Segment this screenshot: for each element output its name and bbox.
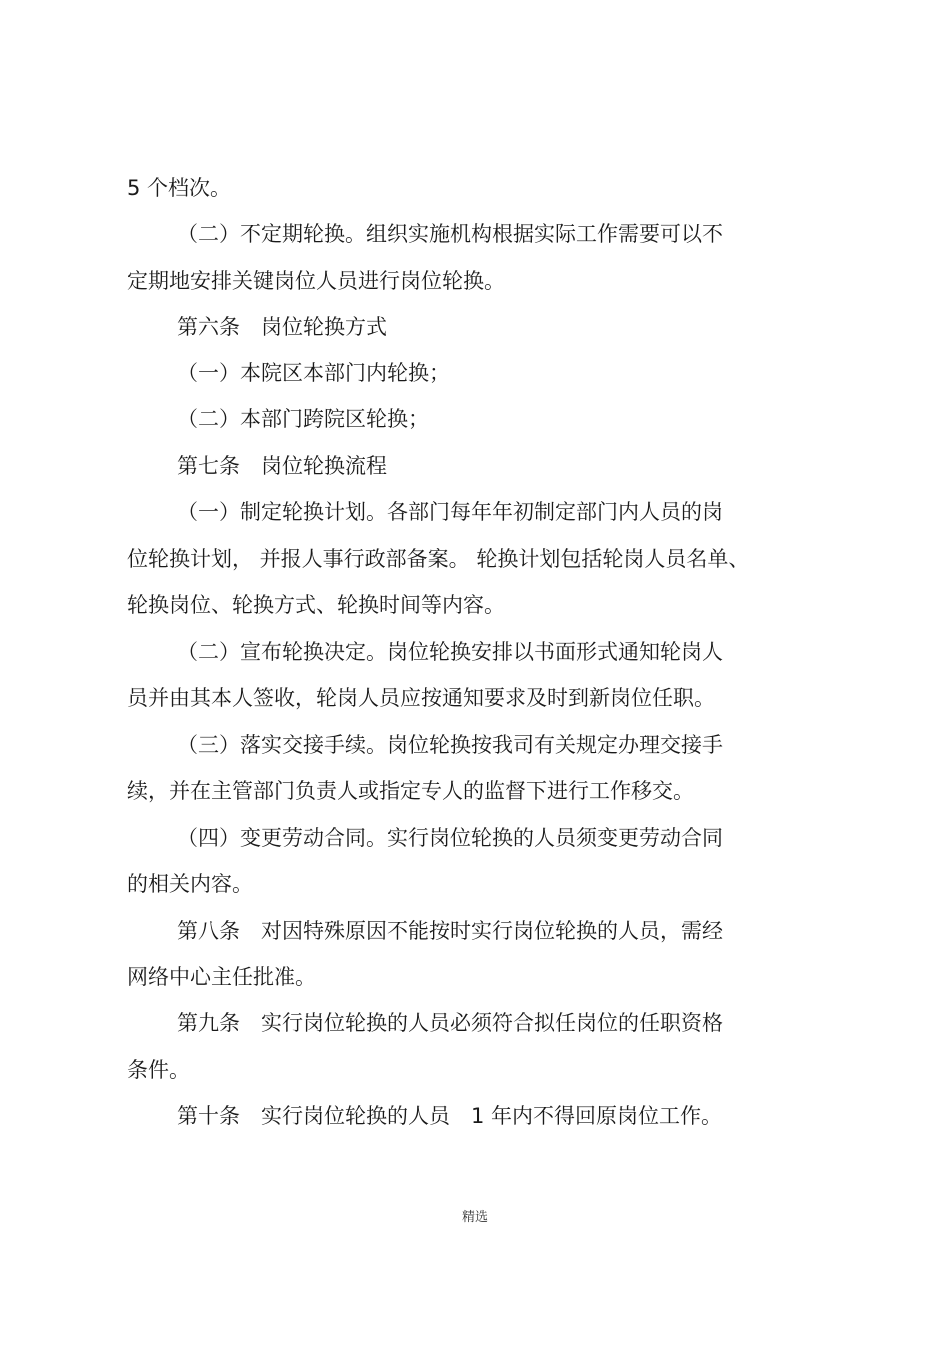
text-line: 续，并在主管部门负责人或指定专人的监督下进行工作移交。 xyxy=(127,779,694,803)
text-line: 的相关内容。 xyxy=(127,872,253,896)
text-line: 条件。 xyxy=(127,1058,190,1082)
article-heading: 第九条 实行岗位轮换的人员必须符合拟任岗位的任职资格 xyxy=(177,1011,723,1035)
text-line: （二）宣布轮换决定。岗位轮换安排以书面形式通知轮岗人 xyxy=(177,640,723,664)
text-line: （三）落实交接手续。岗位轮换按我司有关规定办理交接手 xyxy=(177,733,723,757)
text-line: （二）本部门跨院区轮换； xyxy=(177,407,429,431)
text-line: 位轮换计划， 并报人事行政部备案。 轮换计划包括轮岗人员名单、 xyxy=(127,547,750,571)
article-heading: 第六条 岗位轮换方式 xyxy=(177,315,387,339)
article-heading: 第十条 实行岗位轮换的人员 1 年内不得回原岗位工作。 xyxy=(177,1104,723,1128)
page-footer-label: 精选 xyxy=(461,1210,488,1225)
text-line: 5 个档次。 xyxy=(127,176,232,200)
text-line: 网络中心主任批准。 xyxy=(127,965,316,989)
article-heading: 第八条 对因特殊原因不能按时实行岗位轮换的人员，需经 xyxy=(177,919,723,943)
article-heading: 第七条 岗位轮换流程 xyxy=(177,454,387,478)
text-line: （四）变更劳动合同。实行岗位轮换的人员须变更劳动合同 xyxy=(177,826,723,850)
text-line: （一）制定轮换计划。各部门每年年初制定部门内人员的岗 xyxy=(177,500,723,524)
text-line: （二）不定期轮换。组织实施机构根据实际工作需要可以不 xyxy=(177,222,723,246)
text-line: 员并由其本人签收，轮岗人员应按通知要求及时到新岗位任职。 xyxy=(127,686,715,710)
text-line: 轮换岗位、轮换方式、轮换时间等内容。 xyxy=(127,593,505,617)
text-line: 定期地安排关键岗位人员进行岗位轮换。 xyxy=(127,269,505,293)
text-line: （一）本院区本部门内轮换； xyxy=(177,361,450,385)
